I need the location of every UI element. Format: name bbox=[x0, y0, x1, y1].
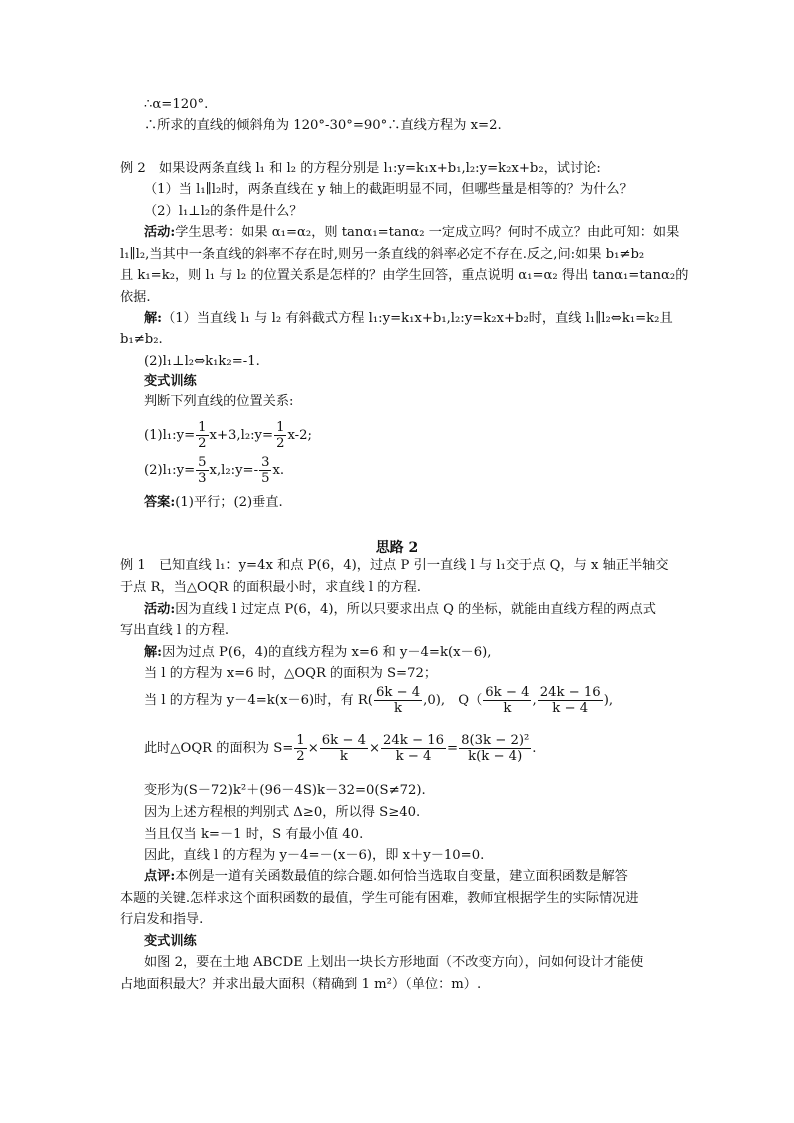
text-line: ∴所求的直线的倾斜角为 120°-30°=90°∴直线方程为 x=2. bbox=[144, 118, 502, 133]
fraction: $\frac{6k - 4}{k}$ bbox=[375, 685, 421, 716]
text-line: 如图 2，要在土地 ABCDE 上划出一块长方形地面（不改变方向），问如何设计才能使 bbox=[144, 955, 644, 970]
text-line: （2）l₁⊥l₂的条件是什么？ bbox=[144, 204, 303, 219]
text-line: 当 l 的方程为 x=6 时，△OQR 的面积为 S=72； bbox=[144, 666, 438, 681]
fraction: $\frac{24k - 16}{k - 4}$ bbox=[539, 685, 601, 716]
solution-paragraph: 解:因为过点 P(6，4)的直线方程为 x=6 和 y－4=k(x－6), bbox=[144, 645, 492, 660]
answer-line: 答案:(1)平行；(2)垂直. bbox=[144, 495, 283, 510]
text-line: 变形为(S－72)k²＋(96－4S)k－32=0(S≠72). bbox=[144, 783, 426, 798]
question-2: (2)l₁:y= $\frac{5}{3}$ x,l₂:y=- $\frac{3}{5}$ x. bbox=[144, 455, 285, 486]
text-line: 判断下列直线的位置关系: bbox=[144, 394, 294, 409]
text-line: 占地面积最大？并求出最大面积（精确到 1 m²）（单位：m）. bbox=[120, 977, 482, 992]
fraction: $\frac{5}{3}$ bbox=[198, 455, 207, 486]
text-line: 当且仅当 k=－1 时，S 有最小值 40. bbox=[144, 827, 364, 842]
fraction: $\frac{\text{8(3k − 2)²}}{k(k - 4)}$ bbox=[461, 733, 530, 764]
activity-paragraph: 活动:因为直线 l 过定点 P(6，4)，所以只要求出点 Q 的坐标，就能由直线方程的两点式 bbox=[144, 602, 656, 617]
text-line: 本题的关键.怎样求这个面积函数的最值，学生可能有困难，教师宜根据学生的实际情况进 bbox=[120, 891, 639, 906]
fraction: $\frac{1}{2}$ bbox=[198, 420, 207, 451]
fraction: $\frac{6k - 4}{k}$ bbox=[485, 685, 530, 716]
area-formula-line: 此时△OQR 的面积为 S= $\frac{1}{2}$ × $\frac{6k - 4}{k}$ × $\frac{24k - 16}{k - 4}$ = $\frac{\text{8(3k − 2)²}}{k(k - 4)}$ . bbox=[144, 733, 537, 764]
fraction: $\frac{3}{5}$ bbox=[261, 455, 270, 486]
solution-paragraph: 解:（1）当直线 l₁ 与 l₂ 有斜截式方程 l₁:y=k₁x+b₁,l₂:y=k₂x+b₂时，直线 l₁∥l₂⇔k₁=k₂且 bbox=[144, 311, 673, 326]
points-line: 当 l 的方程为 y－4=k(x－6)时，有 R( $\frac{6k - 4}{k}$ ,0), Q（ $\frac{6k - 4}{k}$ , $\frac{24k - 16}{k - 4}$ ), bbox=[144, 685, 614, 716]
text-line: (2)l₁⊥l₂⇔k₁k₂=-1. bbox=[144, 354, 260, 369]
comment-paragraph: 点评:本例是一道有关函数最值的综合题.如何恰当选取自变量，建立面积函数是解答 bbox=[144, 869, 628, 884]
text-line: 于点 R，当△OQR 的面积最小时，求直线 l 的方程. bbox=[120, 580, 421, 595]
text-line: ∴α=120°. bbox=[144, 97, 209, 112]
solution-label: 解: bbox=[144, 311, 163, 326]
variant-training-heading: 变式训练 bbox=[144, 934, 197, 949]
comment-label: 点评: bbox=[144, 869, 176, 884]
fraction: $\frac{1}{2}$ bbox=[276, 420, 285, 451]
fraction: $\frac{6k - 4}{k}$ bbox=[321, 733, 366, 764]
answer-label: 答案: bbox=[144, 495, 176, 510]
text-line: 且 k₁=k₂，则 l₁ 与 l₂ 的位置关系是怎样的？由学生回答，重点说明 α₁=α₂ 得出 tanα₁=tanα₂的 bbox=[120, 268, 689, 283]
text-line: （1）当 l₁∥l₂时，两条直线在 y 轴上的截距明显不同，但哪些量是相等的？为什么？ bbox=[144, 182, 633, 197]
variant-training-heading: 变式训练 bbox=[144, 374, 197, 389]
activity-label: 活动: bbox=[144, 602, 176, 617]
activity-paragraph: 活动:学生思考：如果 α₁=α₂，则 tanα₁=tanα₂ 一定成立吗？何时不成立？由此可知：如果 bbox=[144, 225, 680, 240]
example-2-title: 例 2 如果设两条直线 l₁ 和 l₂ 的方程分别是 l₁:y=k₁x+b₁,l₂:y=k₂x+b₂，试讨论: bbox=[120, 161, 601, 176]
example-1-title: 例 1 已知直线 l₁：y=4x 和点 P(6，4)，过点 P 引一直线 l 与 l₁交于点 Q，与 x 轴正半轴交 bbox=[120, 558, 669, 573]
question-1: (1)l₁:y= $\frac{1}{2}$ x+3,l₂:y= $\frac{1}{2}$ x-2; bbox=[144, 420, 312, 451]
text-line: 因此，直线 l 的方程为 y－4=－(x－6)，即 x＋y－10=0. bbox=[144, 848, 485, 863]
section-heading: 思路 2 bbox=[375, 540, 419, 556]
fraction: $\frac{1}{2}$ bbox=[296, 733, 305, 764]
text-line: 行启发和指导. bbox=[120, 912, 204, 927]
text-line: b₁≠b₂. bbox=[120, 332, 163, 347]
text-line: 写出直线 l 的方程. bbox=[120, 623, 230, 638]
solution-label: 解: bbox=[144, 645, 163, 660]
text-line: 依据. bbox=[120, 290, 151, 305]
text-line: l₁∥l₂,当其中一条直线的斜率不存在时,则另一条直线的斜率必定不存在.反之,问:如果 b₁≠b₂ bbox=[120, 247, 645, 262]
activity-label: 活动: bbox=[144, 225, 176, 240]
text-line: 因为上述方程根的判别式 Δ≥0，所以得 S≥40. bbox=[144, 805, 421, 820]
fraction: $\frac{24k - 16}{k - 4}$ bbox=[383, 733, 445, 764]
